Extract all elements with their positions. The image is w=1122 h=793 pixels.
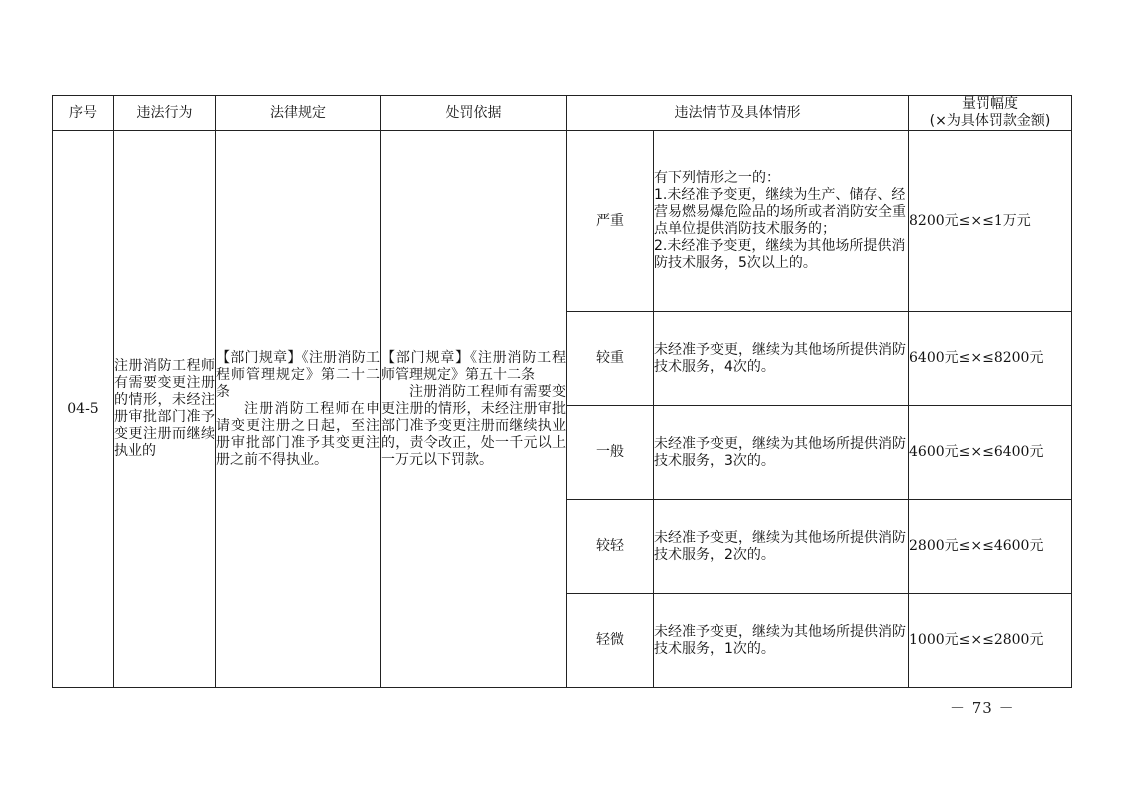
header-law: 法律规定 (216, 96, 381, 131)
header-range-note: (×为具体罚款金额) (929, 113, 1051, 129)
penalty-table (52, 95, 1072, 688)
level-serious: 较重 (567, 312, 654, 406)
description-general: 未经准予变更，继续为其他场所提供消防技术服务，3次的。 (654, 406, 909, 500)
table-row (53, 131, 1072, 312)
description-severe (654, 131, 909, 312)
level-minor: 轻微 (567, 594, 654, 688)
range-severe: 8200元≤×≤1万元 (909, 131, 1072, 312)
basis-body: 注册消防工程师有需要变更注册的情形，未经注册审批部门准予变更注册而继续执业的，责令改正，处一千元以上一万元以下罚款。 (381, 383, 566, 468)
level-severe: 严重 (567, 131, 654, 312)
basis-title: 【部门规章】《注册消防工程师管理规定》第五十二条 (381, 349, 566, 383)
description-item-2: 2.未经准予变更，继续为其他场所提供消防技术服务，5次以上的。 (654, 238, 906, 271)
entry-violation: 注册消防工程师有需要变更注册的情形，未经注册审批部门准予变更注册而继续执业的 (114, 131, 216, 688)
range-general: 4600元≤×≤6400元 (909, 406, 1072, 500)
law-title: 【部门规章】《注册消防工程师管理规定》第二十二条 (216, 349, 380, 400)
header-basis: 处罚依据 (381, 96, 567, 131)
description-lighter: 未经准予变更，继续为其他场所提供消防技术服务，2次的。 (654, 500, 909, 594)
law-body: 注册消防工程师在申请变更注册之日起，至注册审批部门准予其变更注册之前不得执业。 (216, 400, 380, 468)
range-minor: 1000元≤×≤2800元 (909, 594, 1072, 688)
entry-law (216, 131, 381, 688)
level-lighter: 较轻 (567, 500, 654, 594)
description-item-1: 1.未经准予变更，继续为生产、储存、经营易燃易爆危险品的场所或者消防安全重点单位提供消防技术服务的； (654, 187, 906, 237)
description-intro: 有下列情形之一的： (654, 170, 780, 186)
header-range-title: 量罚幅度 (962, 96, 1018, 112)
range-serious: 6400元≤×≤8200元 (909, 312, 1072, 406)
header-circumstance: 违法情节及具体情形 (567, 96, 909, 131)
entry-basis (381, 131, 567, 688)
level-general: 一般 (567, 406, 654, 500)
description-minor: 未经准予变更，继续为其他场所提供消防技术服务，1次的。 (654, 594, 909, 688)
description-serious: 未经准予变更，继续为其他场所提供消防技术服务，4次的。 (654, 312, 909, 406)
range-lighter: 2800元≤×≤4600元 (909, 500, 1072, 594)
header-row (53, 96, 1072, 131)
header-seq: 序号 (53, 96, 114, 131)
header-act: 违法行为 (114, 96, 216, 131)
page-number: － 73 － (950, 699, 1015, 717)
entry-seq: 04-5 (53, 131, 114, 688)
header-range (909, 96, 1072, 131)
